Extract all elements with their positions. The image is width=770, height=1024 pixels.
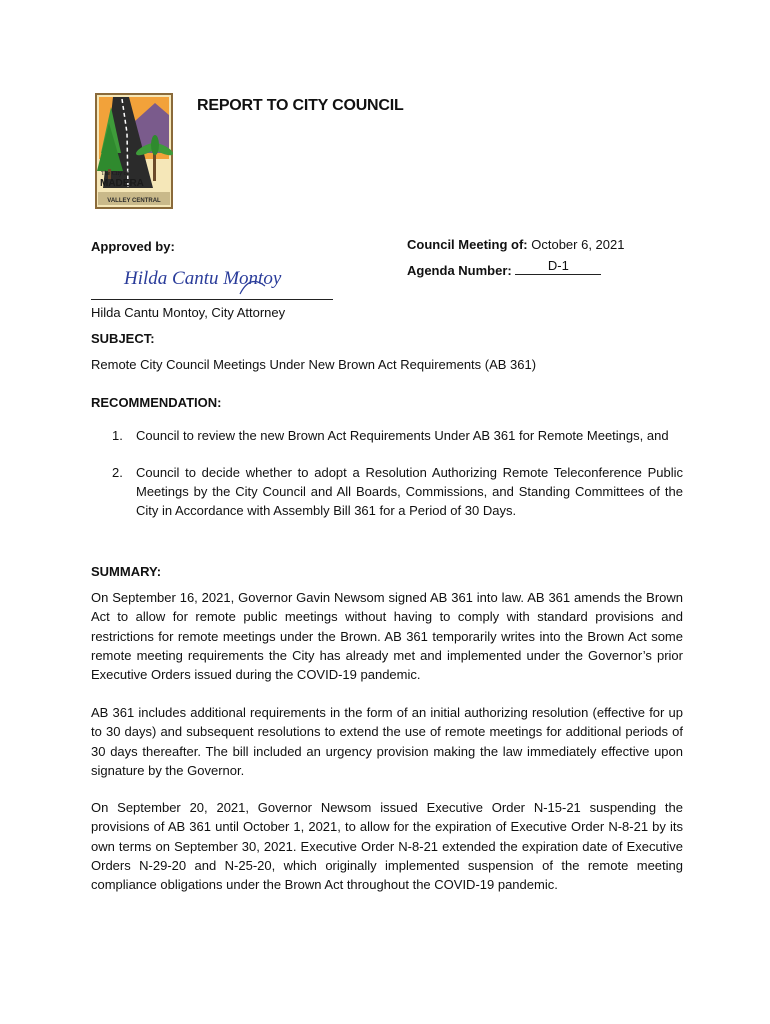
recommendation-heading: RECOMMENDATION: <box>91 395 222 410</box>
agenda-number <box>407 258 601 280</box>
signer-name: Hilda Cantu Montoy, City Attorney <box>91 305 286 320</box>
subject-text: Remote City Council Meetings Under New Brown Act Requirements (AB 361) <box>91 357 537 372</box>
logo-text-madera: MADERA <box>100 178 144 189</box>
summary-paragraph: AB 361 includes additional requirements in the form of an initial authorizing resolution (effective for up to 30 days) and subsequent resolutions to extend the use of remote meetings for additional periods of 30 days thereafter. The bill included an urgency provision making the law immediately effective upon signature by the Governor. <box>91 705 683 778</box>
logo-text-valley: VALLEY CENTRAL <box>107 198 161 204</box>
council-meeting <box>407 237 624 252</box>
page-title: REPORT TO CITY COUNCIL <box>197 97 404 114</box>
list-item-number: 1. <box>112 428 123 443</box>
list-item-text: Council to decide whether to adopt a Resolution Authorizing Remote Teleconference Public Meetings by the City Council and All Boards, Commissions, and Standing Committees of the City in Accordance with Assembly Bill 361 for a Period of 30 Days. <box>136 465 683 518</box>
subject-heading: SUBJECT: <box>91 331 155 346</box>
council-meeting-label: Council Meeting of: <box>407 237 528 252</box>
recommendation-list <box>91 426 683 538</box>
approved-by-label: Approved by: <box>91 239 175 254</box>
summary-paragraph: On September 20, 2021, Governor Newsom issued Executive Order N-15-21 suspending the provisions of AB 361 until October 1, 2021, to allow for the expiration of Executive Order N-8-21 by its own terms on September 30, 2021. Executive Order N-8-21 extended the expiration date of Executive Orders N-29-20 and N-25-20, which originally implemented suspension of the remote meeting compliance obligations under the Brown Act throughout the COVID-19 pandemic. <box>91 800 683 893</box>
agenda-number-value: D-1 <box>515 258 601 275</box>
signature-text: Hilda Cantu Montoy <box>124 268 282 289</box>
summary-heading: SUMMARY: <box>91 564 162 579</box>
summary-paragraph: On September 16, 2021, Governor Gavin Newsom signed AB 361 into law. AB 361 amends the Brown Act to allow for remote public meetings without having to comply with standard provisions and restrictions for remote meetings under the Brown. AB 361 temporarily writes into the Brown Act some remote meeting requirements the City has already met and implemented under the Governor’s prior Executive Orders issued during the COVID-19 pandemic. <box>91 590 683 683</box>
list-item <box>91 426 683 445</box>
list-item-number: 2. <box>112 465 123 480</box>
logo-text-city: The City of <box>101 171 129 177</box>
signature-line <box>91 299 333 300</box>
council-meeting-date: October 6, 2021 <box>531 237 625 252</box>
list-item <box>91 463 683 520</box>
signature <box>120 254 300 300</box>
city-of-madera-logo <box>95 93 173 209</box>
list-item-text: Council to review the new Brown Act Requirements Under AB 361 for Remote Meetings, and <box>136 428 669 443</box>
agenda-number-label: Agenda Number: <box>407 263 512 278</box>
